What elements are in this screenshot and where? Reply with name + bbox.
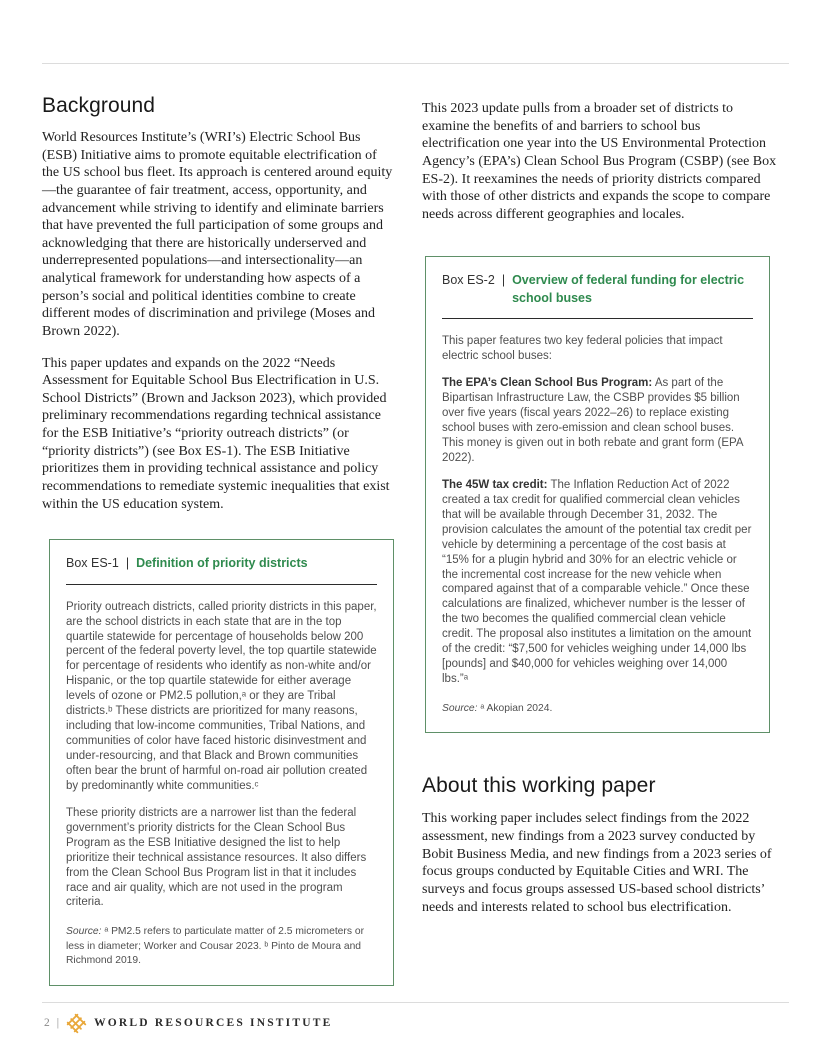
box-es1-source-label: Source:: [66, 926, 102, 938]
box-es1-paragraph-2: These priority districts are a narrower list than the federal government’s priority districts for the Clean School Bus Program as the ESB Initiative designed the list to help prioritize their technical assistance resources. It also differs from the Clean School Bus Program list in that it includes race and air quality, which are not used in the program criteria.: [66, 806, 367, 909]
box-es2-source: [442, 702, 753, 716]
box-es1-source-text: ᵃ PM2.5 refers to particulate matter of 2.5 micrometers or less in diameter; Worker and Cousar 2023. ᵇ Pinto de Moura and Richmond 2019.: [66, 926, 365, 967]
box-es2-policy-2-text: The Inflation Reduction Act of 2022 created a tax credit for qualified commercial clean vehicles that will be available through December 31, 2032. The provision calculates the amount of the potential tax credit per vehicle by determining a percentage of the cost basis at “15% for a plugin hybrid and 30% for an electric vehicle or the incremental cost increase for the new vehicle when compared against that of a comparable vehicle.” Once these calculations are finalized, whichever number is the lesser of the two becomes the qualified commercial clean vehicle credit. The proposal also institutes a limitation on the amount of the credit: “$7,500 for vehicles weighing under 14,000 lbs [pounds] and $40,000 for vehicles weighing over 14,000 lbs.”ᵃ: [442, 478, 752, 686]
background-paragraph-1: World Resources Institute’s (WRI’s) Electric School Bus (ESB) Initiative aims to promote equitable electrification of the US school bus fleet. Its approach is centered around equity—the guarantee of fair treatment, access, opportunity, and advancement while striving to identify and eliminate barriers that have prevented the full participation of some groups and acknowledging that there are historically underserved and underrepresented populations—and intersectionality—an analytical framework for understanding how aspects of a person’s social and political identities combine to create different modes of discrimination and privilege (Moses and Brown 2022).: [42, 130, 393, 339]
box-es2-policy-1-label: The EPA’s Clean School Bus Program:: [442, 377, 653, 390]
background-paragraph-2: This paper updates and expands on the 2022 “Needs Assessment for Equitable School Bus Electrification in U.S. School Districts” (Brown and Jackson 2023), which provided preliminary recommendations regarding technical assistance for the ESB Initiative’s “priority outreach districts” (or “priority districts”) (see Box ES-1). The ESB Initiative prioritizes them in providing technical assistance and policy recommendations to remediate systemic inequalities that exist within the US education system.: [42, 355, 390, 512]
left-column: [42, 94, 394, 986]
box-es1: [49, 539, 394, 985]
box-es1-title-text: Definition of priority districts: [136, 556, 308, 571]
page-footer: [44, 1012, 332, 1034]
background-heading: Background: [42, 94, 156, 117]
header-divider: [42, 63, 789, 64]
box-es2-policy-2: [442, 478, 753, 687]
box-es1-paragraph-1: Priority outreach districts, called priority districts in this paper, are the school districts in each state that are in the top quartile statewide for percentage of households below 200 percent of the federal poverty level, the top quartile statewide for percentage of residents who identify as non-white and/or Hispanic, or the top quartile statewide for either average levels of ozone or PM2.5 pollution,ᵃ or they are Tribal districts.ᵇ These districts are prioritized for many reasons, including that low-income communities, Tribal Nations, and communities of color have faced historic disinvestment and under-resourcing, and that Black and Brown communities often bear the brunt of harmful on-road air pollution created by predominantly white communities.ᶜ: [66, 600, 377, 792]
right-column: [422, 100, 778, 930]
box-es2-separator: |: [501, 273, 506, 288]
box-es1-label: Box ES-1: [66, 556, 119, 571]
box-es1-title-rule: [66, 584, 377, 585]
about-heading: About this working paper: [422, 774, 656, 798]
box-es2-label: Box ES-2: [442, 273, 495, 288]
about-paragraph: This working paper includes select findings from the 2022 assessment, new findings from a 2023 survey conducted by Bobit Business Media, and new findings from a 2023 series of focus groups conducted by Equitable Cities and WRI. The surveys and focus groups assessed US-based school districts’ needs and interests related to school bus electrification.: [422, 811, 772, 915]
box-es2-title-rule: [442, 318, 753, 319]
box-es1-title: [66, 555, 377, 573]
page-number: 2: [44, 1017, 50, 1029]
box-es2-source-text: ᵃ Akopian 2024.: [480, 703, 553, 714]
update-paragraph: This 2023 update pulls from a broader set of districts to examine the benefits of and barriers to school bus electrification one year into the US Environmental Protection Agency’s (EPA’s) Clean School Bus Program (CSBP) (see Box ES-2). It reexamines the needs of priority districts compared with those of other districts and expands the scope to compare needs across different geographies and locales.: [422, 101, 777, 222]
box-es2-title: [442, 272, 753, 307]
box-es2-title-text: Overview of federal funding for electric school buses: [512, 273, 745, 305]
wri-logo-icon: [66, 1013, 87, 1034]
box-es2-policy-2-label: The 45W tax credit:: [442, 478, 548, 491]
box-es2: [425, 256, 770, 733]
box-es2-policy-1-text: As part of the Bipartisan Infrastructure Law, the CSBP provides $5 billion over five years (fiscal years 2022–26) to replace existing school buses with zero-emission and clean school buses. This money is given out in both rebate and grant form (EPA 2022).: [442, 377, 743, 464]
box-es2-source-label: Source:: [442, 703, 478, 714]
box-es1-separator: |: [125, 556, 130, 571]
box-es2-policy-1: [442, 376, 753, 466]
organization-name: WORLD RESOURCES INSTITUTE: [94, 1017, 333, 1029]
footer-divider: [42, 1002, 789, 1003]
box-es1-source: [66, 925, 377, 968]
page-number-separator: |: [56, 1017, 60, 1029]
box-es2-intro: This paper features two key federal policies that impact electric school buses:: [442, 335, 723, 363]
